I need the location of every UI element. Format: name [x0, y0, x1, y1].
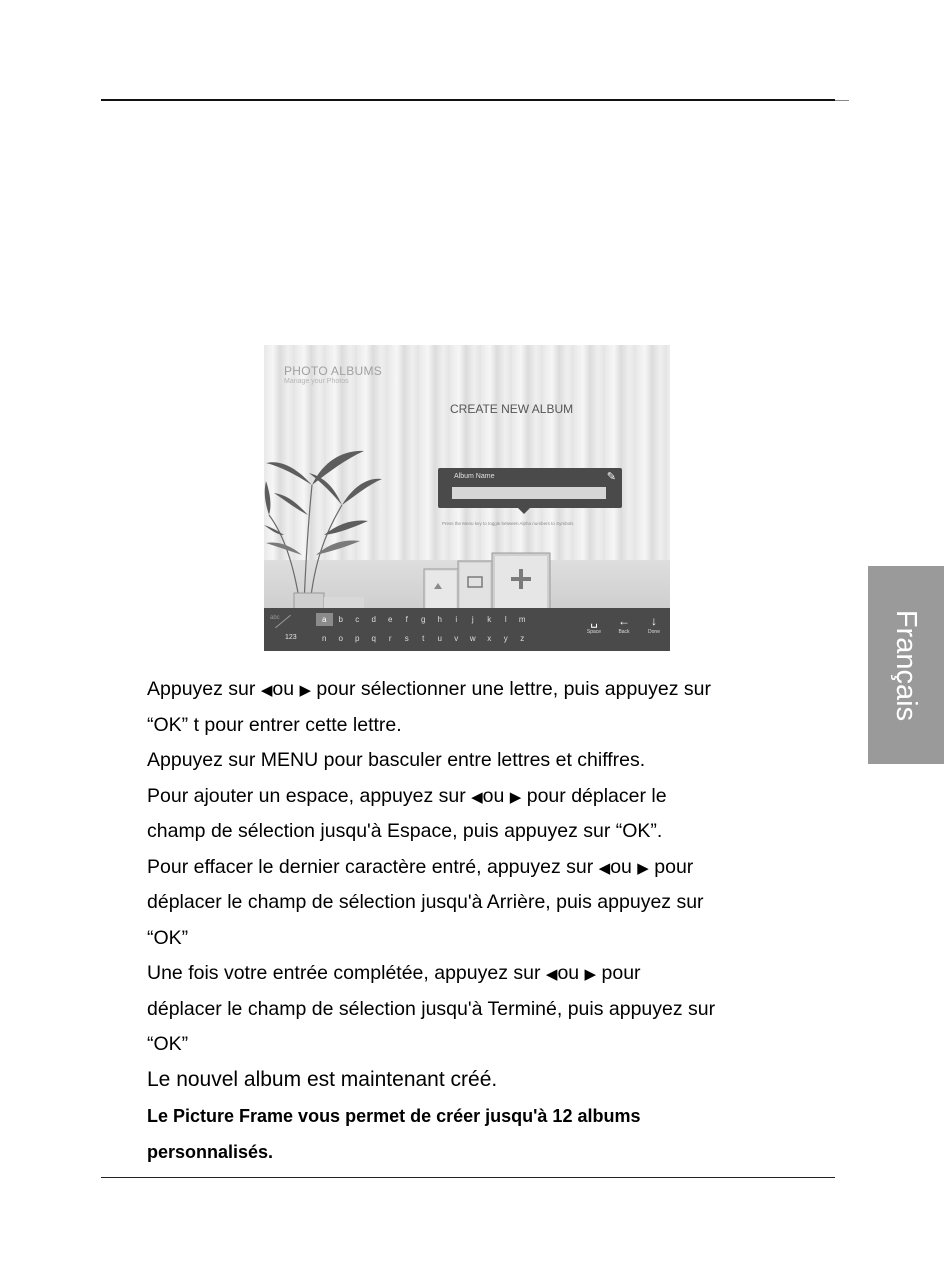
space-icon: ␣ — [590, 614, 598, 628]
space-key-label: Space — [586, 629, 602, 635]
key-o[interactable]: o — [338, 634, 343, 643]
instruction-line-12: Le nouvel album est maintenant créé. — [147, 1068, 498, 1091]
pencil-icon: ✎ — [606, 471, 616, 483]
album-stack-illustration — [422, 551, 562, 611]
header-rule — [101, 99, 835, 101]
key-h[interactable]: h — [437, 615, 442, 624]
back-arrow-icon: ← — [618, 614, 630, 628]
on-screen-keyboard — [264, 608, 670, 651]
key-i[interactable]: i — [455, 615, 458, 624]
back-key[interactable] — [612, 613, 636, 635]
left-arrow-icon: ◀ — [598, 860, 611, 877]
language-tab-label: Français — [890, 609, 923, 721]
instruction-line-2: “OK” t pour entrer cette lettre. — [147, 714, 402, 736]
instruction-line-5: champ de sélection jusqu'à Espace, puis appuyez sur “OK”. — [147, 820, 663, 842]
right-arrow-icon: ▶ — [584, 966, 597, 983]
instruction-line-9: Une fois votre entrée complétée, appuyez sur ◀ou ▶ pour — [147, 962, 641, 984]
right-arrow-icon: ▶ — [509, 789, 522, 806]
note-line-1: Le Picture Frame vous permet de créer jusqu'à 12 albums — [147, 1106, 641, 1126]
instruction-line-1: Appuyez sur ◀ou ▶ pour sélectionner une lettre, puis appuyez sur — [147, 678, 712, 700]
key-f[interactable]: f — [405, 615, 408, 624]
dialog-title: CREATE NEW ALBUM — [450, 402, 574, 416]
key-w[interactable]: w — [469, 634, 476, 643]
key-g[interactable]: g — [421, 615, 426, 624]
key-z[interactable]: z — [520, 634, 525, 643]
left-arrow-icon: ◀ — [471, 789, 483, 806]
app-subtitle: Manage your Photos — [284, 378, 349, 385]
album-name-label: Album Name — [454, 473, 495, 480]
instruction-line-7: déplacer le champ de sélection jusqu'à Arrière, puis appuyez sur — [147, 891, 704, 913]
key-p[interactable]: p — [355, 634, 360, 643]
key-x[interactable]: x — [487, 634, 492, 643]
instruction-line-6: Pour effacer le dernier caractère entré, appuyez sur ◀ou ▶ pour — [147, 856, 694, 878]
keyboard-mode-label: abc — [270, 615, 280, 621]
key-n[interactable]: n — [322, 634, 327, 643]
key-b[interactable]: b — [338, 615, 343, 624]
key-e[interactable]: e — [388, 615, 393, 624]
keyboard-row-2 — [316, 632, 531, 645]
album-name-input[interactable] — [452, 487, 606, 499]
footer-rule — [101, 1177, 835, 1178]
plant-illustration — [264, 415, 384, 615]
language-tab — [868, 566, 944, 764]
device-screenshot — [264, 345, 670, 651]
right-arrow-icon: ▶ — [637, 860, 649, 877]
done-key-label: Done — [648, 629, 660, 635]
left-arrow-icon: ◀ — [545, 966, 558, 983]
left-arrow-icon: ◀ — [260, 682, 273, 699]
space-key[interactable] — [582, 613, 606, 635]
done-arrow-icon: ↓ — [651, 614, 657, 628]
done-key[interactable] — [642, 613, 666, 635]
right-arrow-icon: ▶ — [299, 682, 312, 699]
key-y[interactable]: y — [503, 634, 508, 643]
key-r[interactable]: r — [388, 634, 392, 643]
key-m[interactable]: m — [518, 615, 526, 624]
key-s[interactable]: s — [404, 634, 409, 643]
instruction-line-4: Pour ajouter un espace, appuyez sur ◀ou ▶ pour déplacer le — [147, 785, 667, 807]
app-title: PHOTO ALBUMS — [284, 364, 383, 378]
keyboard-row-1 — [316, 613, 531, 626]
instruction-line-10: déplacer le champ de sélection jusqu'à Terminé, puis appuyez sur — [147, 998, 716, 1020]
instruction-line-8: “OK” — [147, 927, 189, 949]
album-name-dialog — [438, 468, 622, 508]
back-key-label: Back — [618, 629, 630, 635]
instruction-line-3: Appuyez sur MENU pour basculer entre lettres et chiffres. — [147, 749, 646, 771]
key-q[interactable]: q — [371, 634, 376, 643]
key-t[interactable]: t — [422, 634, 425, 643]
key-a[interactable]: a — [316, 613, 333, 626]
key-d[interactable]: d — [371, 615, 376, 624]
note-line-2: personnalisés. — [147, 1142, 274, 1162]
key-c[interactable]: c — [355, 615, 360, 624]
key-k[interactable]: k — [487, 615, 492, 624]
keyboard-numbers-toggle[interactable]: 123 — [285, 634, 297, 641]
key-l[interactable]: l — [504, 615, 507, 624]
keyboard-hint: Press the Menu key to toggle between Alpha numbers to Symbols — [442, 521, 574, 526]
key-j[interactable]: j — [471, 615, 474, 624]
instruction-line-11: “OK” — [147, 1033, 189, 1055]
header-rule-tail — [835, 100, 849, 101]
key-v[interactable]: v — [454, 634, 459, 643]
key-u[interactable]: u — [437, 634, 442, 643]
